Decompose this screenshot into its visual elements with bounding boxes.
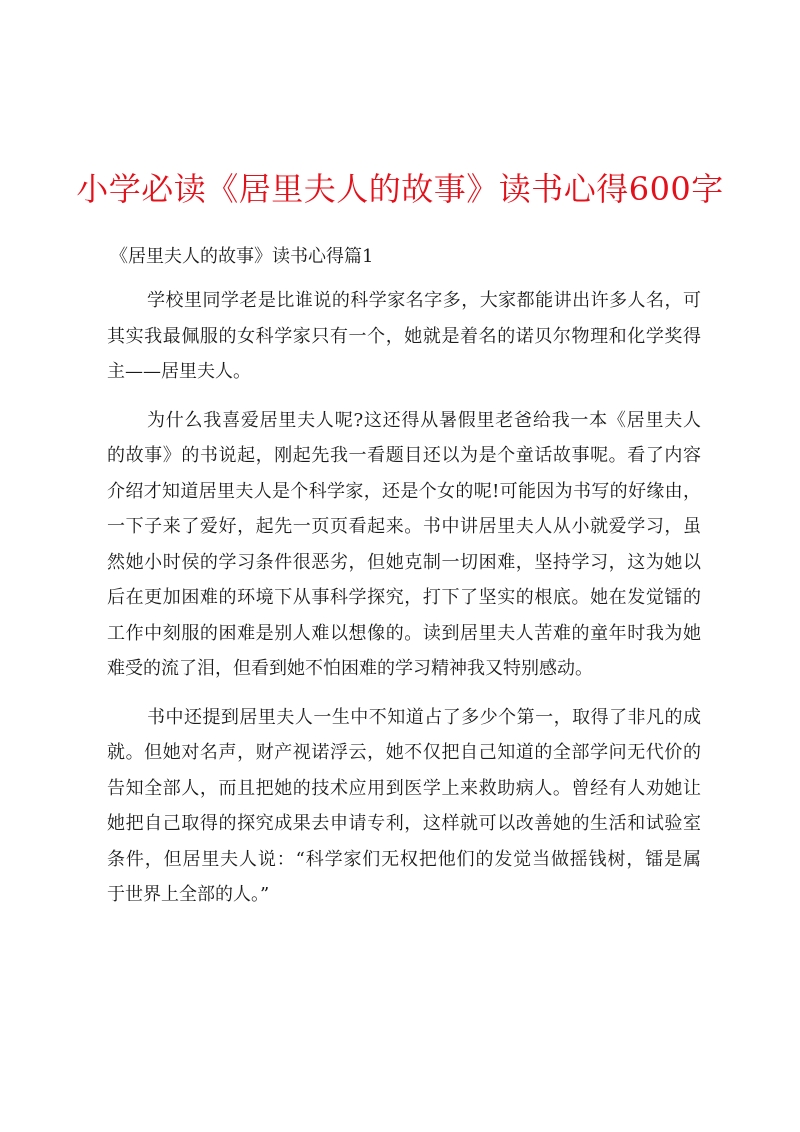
text-line: 她把自己取得的探究成果去申请专利，这样就可以改善她的生活和试验室 bbox=[107, 813, 701, 834]
document-title: 小学必读《居里夫人的故事》读书心得600字 bbox=[76, 170, 724, 208]
paragraph-3 bbox=[107, 700, 701, 913]
text-line: 难受的流了泪，但看到她不怕困难的学习精神我又特别感动。 bbox=[107, 658, 593, 679]
text-line: 学校里同学老是比谁说的科学家名字多，大家都能讲出许多人名，可 bbox=[147, 290, 701, 311]
text-line: 主——居里夫人。 bbox=[107, 361, 251, 382]
text-line: 后在更加困难的环境下从事科学探究，打下了坚实的根底。她在发觉镭的 bbox=[107, 587, 701, 608]
text-line: 条件，但居里夫人说：“科学家们无权把他们的发觉当做摇钱树，镭是属 bbox=[107, 848, 701, 870]
section-heading: 《居里夫人的故事》读书心得篇1 bbox=[110, 246, 374, 267]
text-line: 告知全部人，而且把她的技术应用到医学上来救助病人。曾经有人劝她让 bbox=[107, 777, 701, 799]
paragraph-2 bbox=[107, 403, 701, 687]
text-line: 为什么我喜爱居里夫人呢?这还得从暑假里老爸给我一本《居里夫人 bbox=[147, 409, 701, 431]
text-line: 的故事》的书说起，刚起先我一看题目还以为是个童话故事呢。看了内容 bbox=[107, 445, 701, 466]
document-body bbox=[107, 283, 701, 926]
text-line: 一下子来了爱好，起先一页页看起来。书中讲居里夫人从小就爱学习，虽 bbox=[107, 516, 701, 537]
text-line: 工作中刻服的困难是别人难以想像的。读到居里夫人苦难的童年时我为她 bbox=[107, 622, 701, 644]
text-line: 然她小时侯的学习条件很恶劣，但她克制一切困难，坚持学习，这为她以 bbox=[107, 551, 701, 573]
text-line: 就。但她对名声，财产视诺浮云，她不仅把自己知道的全部学问无代价的 bbox=[107, 742, 701, 763]
paragraph-1 bbox=[107, 283, 701, 390]
text-line: 介绍才知道居里夫人是个科学家，还是个女的呢!可能因为书写的好缘由， bbox=[107, 480, 701, 502]
text-line: 其实我最佩服的女科学家只有一个，她就是着名的诺贝尔物理和化学奖得 bbox=[107, 325, 701, 347]
text-line: 书中还提到居里夫人一生中不知道占了多少个第一，取得了非凡的成 bbox=[147, 706, 701, 728]
text-line: 于世界上全部的人。” bbox=[107, 884, 270, 905]
